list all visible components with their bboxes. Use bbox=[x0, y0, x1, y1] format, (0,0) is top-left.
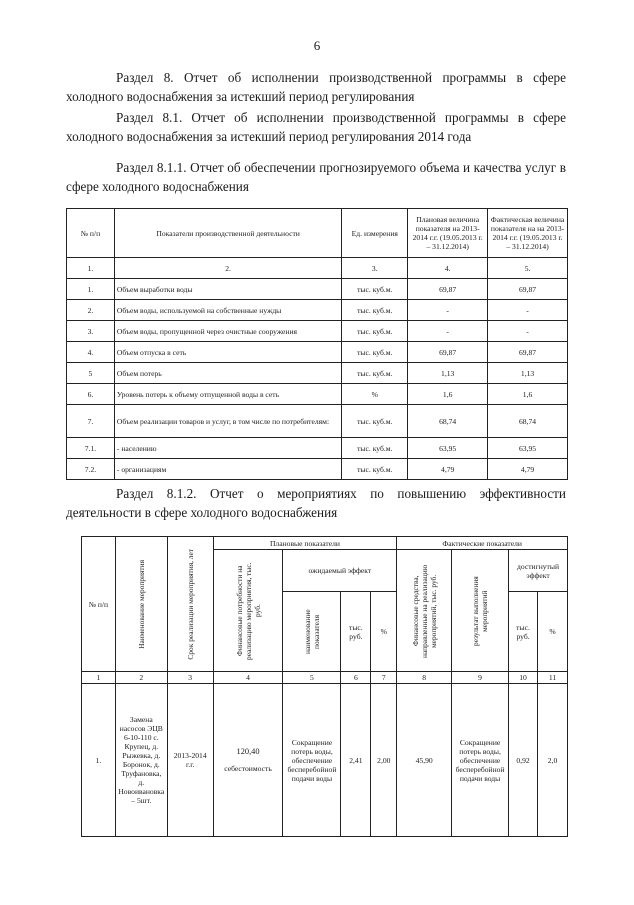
row-name: Объем воды, пропущенной через очистные сооружения bbox=[114, 321, 341, 342]
row-fact: 69,87 bbox=[488, 342, 568, 363]
col-number: 11 bbox=[538, 672, 568, 684]
col-number: 9 bbox=[452, 672, 509, 684]
section-8-1-2-heading: Раздел 8.1.2. Отчет о мероприятиях по повышению эффективности деятельности в сфере холодного водоснабжения bbox=[66, 486, 566, 520]
row-name: - организациям bbox=[114, 459, 341, 480]
header-name bbox=[115, 537, 167, 672]
row-unit: тыс. куб.м. bbox=[342, 363, 408, 384]
section-8-1-heading: Раздел 8.1. Отчет об исполнении производственной программы в сфере холодного водоснабжения за истекший период регулирования 2014 года bbox=[66, 110, 566, 144]
header-term-text: Срок реализации мероприятия, лет bbox=[185, 548, 195, 660]
col-number: 2 bbox=[115, 672, 167, 684]
header-tr: тыс. руб. bbox=[341, 592, 371, 672]
header-fin-fact-text: Финансовые средства, направленные на реализацию мероприятий, тыс. руб. bbox=[410, 563, 438, 658]
header-plan: Плановые показатели bbox=[213, 537, 397, 550]
numbering-row bbox=[67, 258, 568, 279]
table-row bbox=[67, 279, 568, 300]
col-number: 2. bbox=[114, 258, 341, 279]
table-row bbox=[67, 363, 568, 384]
row-fin-plan-note: себестоимость bbox=[224, 764, 272, 773]
row-num: 7.1. bbox=[67, 438, 115, 459]
section-8-heading: Раздел 8. Отчет об исполнении производственной программы в сфере холодного водоснабжения за истекший период регулирования bbox=[66, 70, 566, 104]
row-fact: 4,79 bbox=[488, 459, 568, 480]
table-row bbox=[67, 342, 568, 363]
header-fin-plan bbox=[213, 550, 283, 672]
table-row bbox=[67, 405, 568, 438]
header-row-1 bbox=[82, 537, 568, 550]
header-fact: Фактическая величина показателя на на 2013-2014 г.г. (19.05.2013 г. – 31.12.2014) bbox=[488, 209, 568, 258]
row-name: Уровень потерь к объему отпущенной воды в сеть bbox=[114, 384, 341, 405]
col-number: 3 bbox=[167, 672, 213, 684]
row-unit: тыс. куб.м. bbox=[342, 279, 408, 300]
row-fact: 1,13 bbox=[488, 363, 568, 384]
header-tr2: тыс. руб. bbox=[509, 592, 538, 672]
row-name: Объем потерь bbox=[114, 363, 341, 384]
row-name: Объем отпуска в сеть bbox=[114, 342, 341, 363]
header-achieved: достигнутый эффект bbox=[509, 550, 568, 592]
row-plan: 69,87 bbox=[408, 342, 488, 363]
row-unit: % bbox=[342, 384, 408, 405]
table-header-row bbox=[67, 209, 568, 258]
header-fin-plan-text: Финансовые потребности на реализацию мероприятия, тыс. руб. bbox=[234, 561, 262, 660]
col-number: 5 bbox=[283, 672, 341, 684]
row-tr: 2,41 bbox=[341, 684, 371, 837]
row-num: 1. bbox=[82, 684, 116, 837]
page-number: 6 bbox=[313, 38, 321, 53]
row-unit: тыс. куб.м. bbox=[342, 438, 408, 459]
header-expected: ожидаемый эффект bbox=[283, 550, 397, 592]
production-indicators-table bbox=[66, 208, 568, 480]
header-ind-name-text: наименование показателя bbox=[302, 609, 321, 654]
row-name: Замена насосов ЭЦВ 6-10-110 с. Крупец, д. Рыжевка, д. Боронок, д. Труфановка, д. Новоивановка – 5шт. bbox=[115, 684, 167, 837]
header-num: № п/п bbox=[67, 209, 115, 258]
row-num: 2. bbox=[67, 300, 115, 321]
col-number: 5. bbox=[488, 258, 568, 279]
table-row bbox=[67, 300, 568, 321]
header-num: № п/п bbox=[82, 537, 116, 672]
col-number: 1. bbox=[67, 258, 115, 279]
row-fact: - bbox=[488, 300, 568, 321]
row-pct: 2,00 bbox=[371, 684, 397, 837]
table-row bbox=[67, 438, 568, 459]
row-num: 1. bbox=[67, 279, 115, 300]
row-num: 7.2. bbox=[67, 459, 115, 480]
col-number: 4. bbox=[408, 258, 488, 279]
row-name: Объем реализации товаров и услуг, в том числе по потребителям: bbox=[114, 405, 341, 438]
row-fact: 68,74 bbox=[488, 405, 568, 438]
row-plan: - bbox=[408, 321, 488, 342]
row-fact: 63,95 bbox=[488, 438, 568, 459]
row-unit: тыс. куб.м. bbox=[342, 300, 408, 321]
table-row bbox=[67, 459, 568, 480]
row-plan: 4,79 bbox=[408, 459, 488, 480]
row-num: 3. bbox=[67, 321, 115, 342]
row-tr2: 0,92 bbox=[509, 684, 538, 837]
header-fact: Фактические показатели bbox=[397, 537, 568, 550]
col-number: 1 bbox=[82, 672, 116, 684]
numbering-row bbox=[82, 672, 568, 684]
section-8-1-1-heading: Раздел 8.1.1. Отчет об обеспечении прогнозируемого объема и качества услуг в сфере холодного водоснабжения bbox=[66, 160, 566, 194]
row-fin-plan bbox=[213, 684, 283, 837]
header-pct2: % bbox=[538, 592, 568, 672]
row-num: 5 bbox=[67, 363, 115, 384]
header-indicator: Показатели производственной деятельности bbox=[114, 209, 341, 258]
col-number: 4 bbox=[213, 672, 283, 684]
col-number: 7 bbox=[371, 672, 397, 684]
row-name: Объем воды, используемой на собственные нужды bbox=[114, 300, 341, 321]
header-unit: Ед. измерения bbox=[342, 209, 408, 258]
row-unit: тыс. куб.м. bbox=[342, 459, 408, 480]
row-unit: тыс. куб.м. bbox=[342, 321, 408, 342]
row-plan: 63,95 bbox=[408, 438, 488, 459]
row-plan: 68,74 bbox=[408, 405, 488, 438]
header-plan: Плановая величина показателя на 2013-2014 г.г. (19.05.2013 г. – 31.12.2014) bbox=[408, 209, 488, 258]
table-row bbox=[82, 684, 568, 837]
row-plan: 69,87 bbox=[408, 279, 488, 300]
table-row bbox=[67, 384, 568, 405]
row-fact: 1,6 bbox=[488, 384, 568, 405]
row-plan: 1,13 bbox=[408, 363, 488, 384]
row-name: Объем выработки воды bbox=[114, 279, 341, 300]
header-ind-name bbox=[283, 592, 341, 672]
col-number: 6 bbox=[341, 672, 371, 684]
row-num: 7. bbox=[67, 405, 115, 438]
header-pct: % bbox=[371, 592, 397, 672]
row-result: Сокращение потерь воды, обеспечение бесперебойной подачи воды bbox=[452, 684, 509, 837]
row-unit: тыс. куб.м. bbox=[342, 405, 408, 438]
row-unit: тыс. куб.м. bbox=[342, 342, 408, 363]
col-number: 3. bbox=[342, 258, 408, 279]
efficiency-measures-table bbox=[81, 536, 568, 837]
row-fin-fact: 45,90 bbox=[397, 684, 452, 837]
header-term bbox=[167, 537, 213, 672]
row-term: 2013-2014 г.г. bbox=[167, 684, 213, 837]
row-fin-plan-value: 120,40 bbox=[236, 747, 260, 756]
row-num: 4. bbox=[67, 342, 115, 363]
header-result bbox=[452, 550, 509, 672]
header-result-text: результат выполнения мероприятий bbox=[471, 575, 490, 646]
row-plan: 1,6 bbox=[408, 384, 488, 405]
header-fin-fact bbox=[397, 550, 452, 672]
row-num: 6. bbox=[67, 384, 115, 405]
header-name-text: Наименование мероприятия bbox=[136, 559, 146, 649]
col-number: 8 bbox=[397, 672, 452, 684]
table-row bbox=[67, 321, 568, 342]
col-number: 10 bbox=[509, 672, 538, 684]
row-effect: Сокращение потерь воды, обеспечение бесперебойной подачи воды bbox=[283, 684, 341, 837]
row-plan: - bbox=[408, 300, 488, 321]
row-name: - населению bbox=[114, 438, 341, 459]
row-pct2: 2,0 bbox=[538, 684, 568, 837]
row-fact: - bbox=[488, 321, 568, 342]
row-fact: 69,87 bbox=[488, 279, 568, 300]
